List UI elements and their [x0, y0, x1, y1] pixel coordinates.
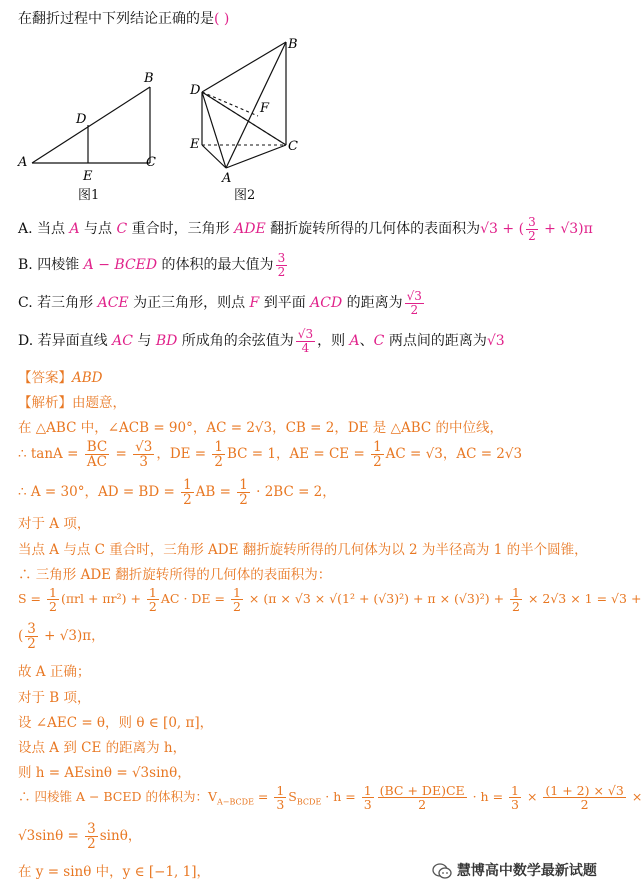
analysis-line-12: 设 ∠AEC = θ，则 θ ∈ [0, π]， [18, 715, 214, 731]
analysis-line-13: 设点 A 到 CE 的距离为 h， [18, 740, 187, 756]
analysis-line-14: 则 h = AEsinθ = √3sinθ， [18, 765, 191, 781]
answer-paren: ( ) [214, 11, 230, 27]
analysis-line-10: 故 A 正确； [18, 664, 91, 680]
fig2-label-D: D [190, 83, 201, 98]
fig2-label-F: F [260, 101, 270, 116]
figure-1 [10, 60, 180, 200]
fig2-label-B: B [288, 37, 298, 52]
fig1-label-E: E [83, 169, 93, 184]
fig2-caption: 图2 [234, 188, 256, 203]
analysis-line-3: ∴ tanA = $\frac{BC}{AC}$ = $\frac{√3}{3}$ ，DE = $\frac{1}{2}$ BC = 1，AE = CE = $\frac{1}{2}$ AC = √3，AC = 2√3 [18, 439, 523, 471]
fig1-label-A: A [18, 155, 28, 170]
analysis-line-15: ∴ 四棱锥 A − BCED 的体积为：$V_{A-BCDE}$ = $\frac{1}{3}$ $S_{BCDE} \cdot h$ = $\frac{1}{3}$ $\frac{(BC + DE)CE}{2}$ · h = $\frac{1}{3}$ × $\frac{(1 + 2) \times √3}{2}$ × [18, 783, 642, 813]
answer-line: 【答案】ABD [18, 370, 103, 386]
fig2-label-A: A [222, 171, 232, 186]
analysis-line-2: 在 △ABC 中，∠ACB = 90°，AC = 2√3，CB = 2，DE 是 △ABC 的中位线， [18, 420, 504, 436]
analysis-line-6: 当点 A 与点 C 重合时，三角形 ADE 翻折旋转所得的几何体为以 2 为半径高为 1 的半个圆锥， [18, 542, 588, 558]
analysis-line-5: 对于 A 项， [18, 516, 91, 532]
fig2-label-C: C [288, 139, 298, 154]
option-c: C. 若三角形 ACE 为正三角形，则点 F 到平面 ACD 的距离为 $\frac{√3}{2}$ [18, 289, 422, 317]
fig1-label-B: B [144, 71, 154, 86]
analysis-line-17: 在 y = sinθ 中，y ∈ [−1, 1]， [18, 864, 210, 880]
analysis-line-11: 对于 B 项， [18, 690, 91, 706]
analysis-line-7: ∴ 三角形 ADE 翻折旋转所得的几何体的表面积为： [18, 567, 332, 583]
fig1-label-C: C [146, 155, 156, 170]
option-b: B. 四棱锥 A − BCED 的体积的最大值为 $\frac{3}{2}$ [18, 251, 286, 279]
fig2-label-E: E [190, 137, 200, 152]
analysis-line-9: ( $\frac{3}{2}$ + √3)π， [18, 621, 105, 653]
analysis-line-1: 【解析】由题意， [18, 395, 126, 411]
option-a: A. 当点 A 与点 C 重合时，三角形 ADE 翻折旋转所得的几何体的表面积为√3 + ( $\frac{3}{2}$ + √3)π [18, 215, 593, 243]
question-stem: 在翻折过程中下列结论正确的是( ) [18, 11, 230, 27]
analysis-line-8: S = $\frac{1}{2}$ (πrl + πr²) + $\frac{1}{2}$ AC · DE = $\frac{1}{2}$ × (π × √3 × √(1² + (√3)²) + π × (√3)²) + $\frac{1}{2}$ × 2√3 × 1 = √3 + [18, 585, 642, 615]
fig1-label-D: D [76, 112, 87, 127]
analysis-line-16: √3sinθ = $\frac{3}{2}$ sinθ， [18, 821, 142, 853]
fig1-caption: 图1 [78, 188, 100, 203]
wechat-icon [432, 862, 452, 880]
option-d: D. 若异面直线 AC 与 BD 所成角的余弦值为 $\frac{√3}{4}$ ，则 A、C 两点间的距离为√3 [18, 327, 505, 355]
analysis-line-4: ∴ A = 30°，AD = BD = $\frac{1}{2}$ AB = $\frac{1}{2}$ · 2BC = 2， [18, 477, 336, 509]
figure-2 [180, 30, 320, 190]
watermark: 慧博高中数学最新试题 [432, 860, 597, 880]
